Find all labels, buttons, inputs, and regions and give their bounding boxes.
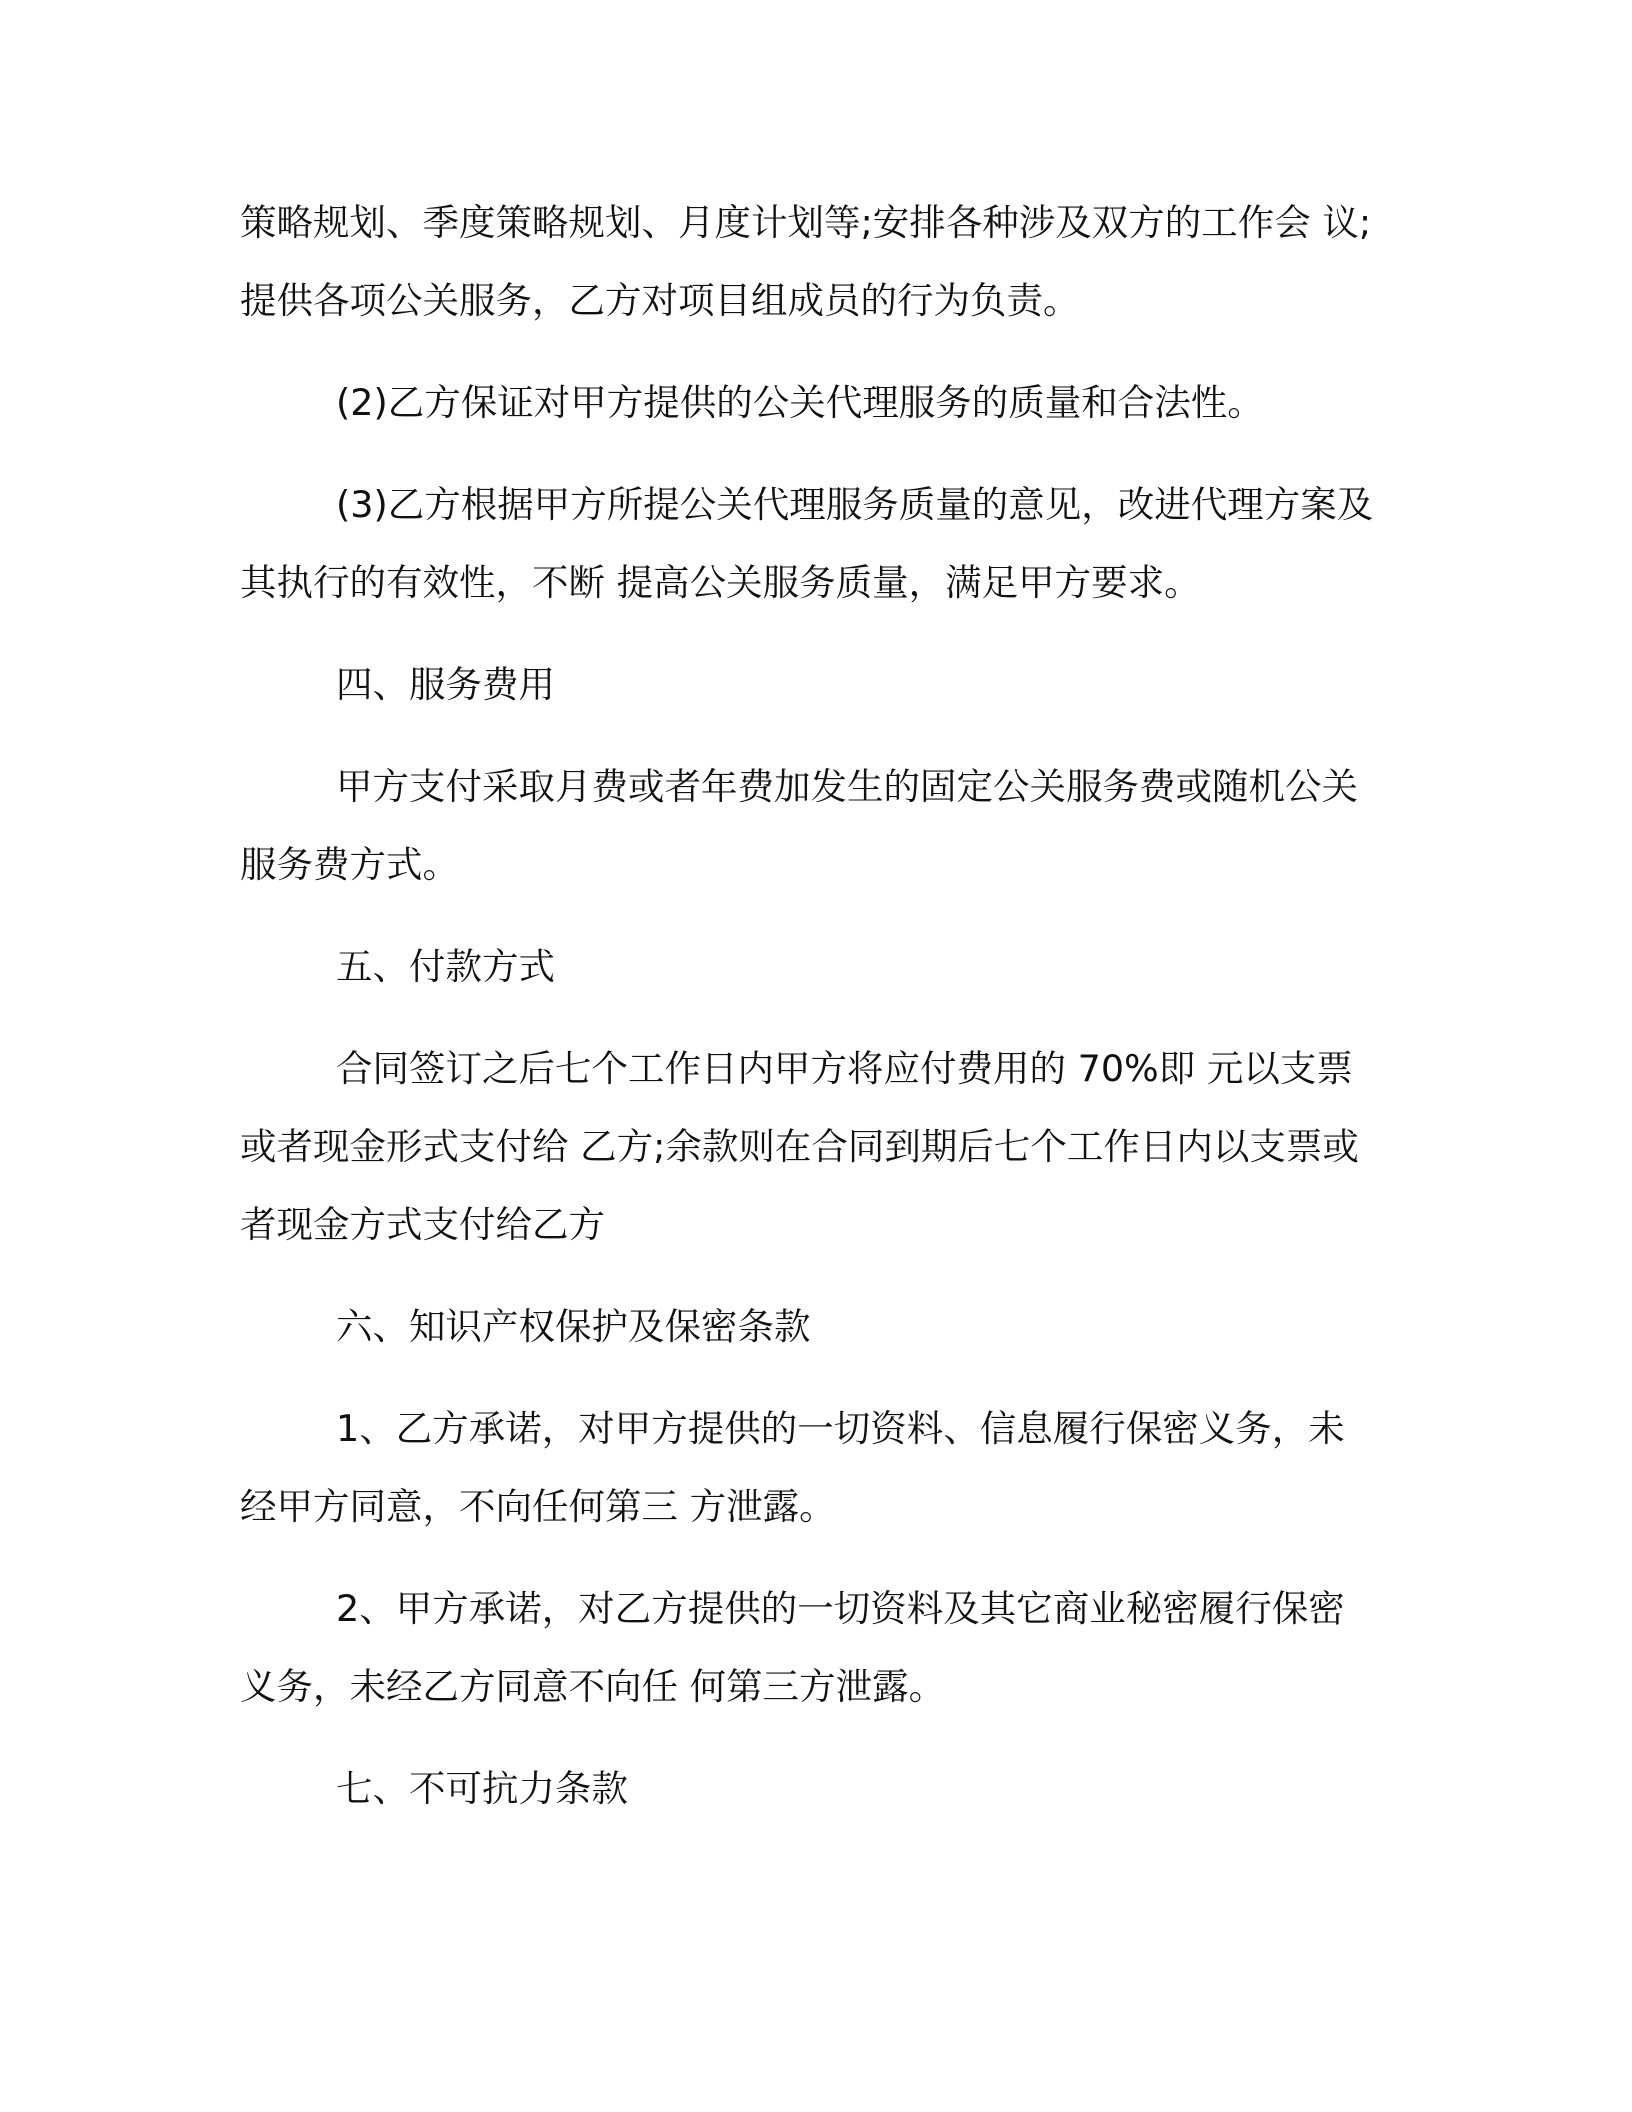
paragraph-service-scope-continued bbox=[240, 184, 1392, 340]
text-line: 2、甲方承诺，对乙方提供的一切资料及其它商业秘密履行保密 bbox=[336, 1587, 1345, 1630]
section-heading-ip-confidentiality bbox=[240, 1288, 1392, 1366]
text-line: 合同签订之后七个工作日内甲方将应付费用的 70%即 元以支票 bbox=[336, 1047, 1353, 1090]
paragraph-clause-3 bbox=[240, 466, 1392, 622]
text-line: 1、乙方承诺，对甲方提供的一切资料、信息履行保密义务，未 bbox=[336, 1407, 1345, 1450]
section-heading-payment-method bbox=[240, 928, 1392, 1006]
heading-text: 六、知识产权保护及保密条款 bbox=[336, 1305, 811, 1348]
text-line: 者现金方式支付给乙方 bbox=[240, 1203, 605, 1246]
paragraph-clause-2 bbox=[240, 364, 1392, 442]
paragraph-service-fees bbox=[240, 748, 1392, 904]
heading-text: 五、付款方式 bbox=[336, 945, 555, 988]
heading-text: 四、服务费用 bbox=[336, 663, 555, 706]
text-line: 策略规划、季度策略规划、月度计划等;安排各种涉及双方的工作会 议; bbox=[240, 201, 1372, 244]
text-line: 甲方支付采取月费或者年费加发生的固定公关服务费或随机公关 bbox=[336, 765, 1358, 808]
text-line: (2)乙方保证对甲方提供的公关代理服务的质量和合法性。 bbox=[336, 381, 1264, 424]
text-line: 或者现金形式支付给 乙方;余款则在合同到期后七个工作日内以支票或 bbox=[240, 1125, 1359, 1168]
heading-text: 七、不可抗力条款 bbox=[336, 1767, 628, 1810]
document-body bbox=[240, 184, 1392, 1852]
paragraph-payment-method bbox=[240, 1030, 1392, 1264]
text-line: 其执行的有效性，不断 提高公关服务质量，满足甲方要求。 bbox=[240, 561, 1201, 604]
text-line: 经甲方同意，不向任何第三 方泄露。 bbox=[240, 1485, 836, 1528]
paragraph-confidentiality-2 bbox=[240, 1570, 1392, 1726]
section-heading-service-fees bbox=[240, 646, 1392, 724]
text-line: 提供各项公关服务，乙方对项目组成员的行为负责。 bbox=[240, 279, 1080, 322]
text-line: 义务，未经乙方同意不向任 何第三方泄露。 bbox=[240, 1665, 946, 1708]
text-line: (3)乙方根据甲方所提公关代理服务质量的意见，改进代理方案及 bbox=[336, 483, 1374, 526]
paragraph-confidentiality-1 bbox=[240, 1390, 1392, 1546]
text-line: 服务费方式。 bbox=[240, 843, 459, 886]
section-heading-force-majeure bbox=[240, 1750, 1392, 1828]
